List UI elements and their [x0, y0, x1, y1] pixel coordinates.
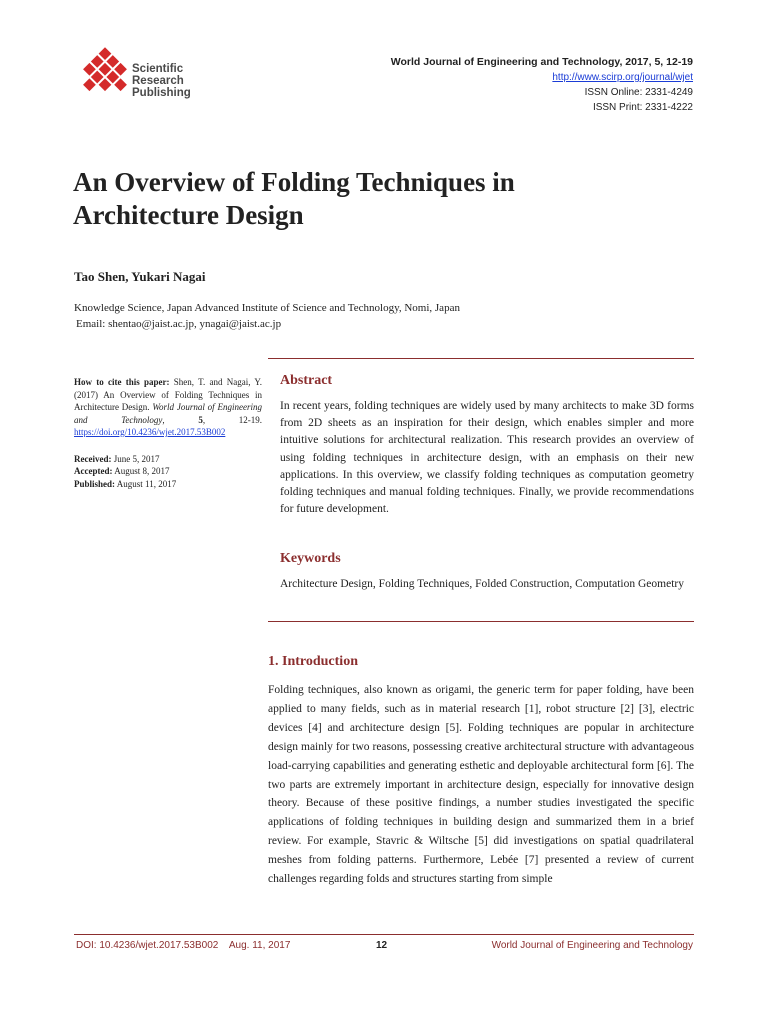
received-date [74, 453, 262, 466]
accepted-label: Accepted: [74, 466, 113, 476]
issn-print: ISSN Print: 2331-4222 [592, 102, 693, 113]
doi-link[interactable]: https://doi.org/10.4236/wjet.2017.53B002 [74, 427, 226, 437]
paper-title [73, 166, 633, 232]
keywords-heading: Keywords [280, 551, 341, 566]
journal-citation-header: World Journal of Engineering and Technology, 2017, 5, 12-19 [390, 56, 693, 68]
abstract-top-divider [268, 358, 694, 359]
page-number: 12 [376, 940, 388, 951]
citation-block: How to cite this paper: Shen, T. and Nagai, Y. (2017) An Overview of Folding Techniques in Architecture Design. World Journal of Engineering and Technology, 5, 12-19. [74, 377, 263, 425]
cite-journal: World Journal of Engineering and Technology [74, 402, 262, 425]
footer-divider [74, 934, 694, 935]
scientific-research-publishing-logo [74, 46, 136, 108]
published-date [74, 478, 262, 491]
abstract-heading: Abstract [280, 373, 333, 388]
published-label: Published: [74, 478, 116, 489]
cite-label: How to cite this paper: [74, 377, 170, 387]
citation-sidebar [74, 376, 262, 490]
paper-title-line-1: An Overview of Folding Techniques in [73, 167, 515, 197]
published-value: August 11, 2017 [115, 478, 177, 489]
affiliation: Knowledge Science, Japan Advanced Institute of Science and Technology, Nomi, Japan [74, 302, 460, 314]
footer-journal-name: World Journal of Engineering and Technology [491, 940, 693, 951]
accepted-date [74, 465, 262, 478]
publisher-name-line-2: Research [132, 75, 184, 87]
issn-online: ISSN Online: 2331-4249 [584, 87, 693, 98]
abstract-body: In recent years, folding techniques are widely used by many architects to make 3D forms from 2D sheets as an inspiration for their design, which enables simpler and more intuitive solutions for architectural realization. This research provides an overview of using folding techniques in architecture design, with an emphasis on their new applications. In this overview, we classify folding techniques as computation geometry folding techniques and manual folding techniques. Finally, we provide recommendations for future development. [280, 400, 694, 516]
cite-text: Shen, T. and Nagai, Y. (2017) An Overview of Folding Techniques in Architecture Design. [74, 377, 262, 412]
publisher-name-line-3: Publishing [132, 87, 191, 99]
cite-volume: 5 [198, 414, 203, 425]
introduction-body: Folding techniques, also known as origami, the generic term for paper folding, have been applied to many fields, such as in material research [1], robot structure [2] [3], electric devices [4] and architecture design [5]. Folding techniques are popular in architecture design mainly for two reasons, possessing creative architectural structure with advantageous load-carrying capabilities and generating esthetic and deployable architectural form [6]. The two parts are extremely important in architecture design, especially for innovative design theory. Because of these positive findings, a number studies investigated the specific applications of folding techniques in building design and summarized them in a brief review. For example, Stavric & Wiltsche [5] did investigations on spatial quadrilateral meshes from folding patterns. Furthermore, Lebée [7] presented a review of current challenges regarding folds and structures starting from simple [268, 684, 694, 886]
publisher-name-line-1: Scientific [132, 63, 184, 75]
authors: Tao Shen, Yukari Nagai [74, 269, 206, 284]
cite-pages: , 12-19. [202, 414, 263, 425]
keywords-body: Architecture Design, Folding Techniques, Folded Construction, Computation Geometry [280, 578, 684, 590]
paper-title-line-2: Architecture Design [73, 200, 304, 230]
author-emails: Email: shentao@jaist.ac.jp, ynagai@jaist.ac.jp [76, 318, 282, 330]
introduction-heading: 1. Introduction [268, 654, 358, 669]
accepted-value: August 8, 2017 [112, 466, 170, 476]
footer-doi-date: DOI: 10.4236/wjet.2017.53B002 Aug. 11, 2017 [76, 940, 291, 951]
received-label: Received: [74, 453, 112, 464]
abstract-bottom-divider [268, 621, 694, 622]
journal-url-link[interactable]: http://www.scirp.org/journal/wjet [552, 72, 693, 83]
publication-dates [74, 453, 262, 491]
received-value: June 5, 2017 [111, 453, 160, 464]
